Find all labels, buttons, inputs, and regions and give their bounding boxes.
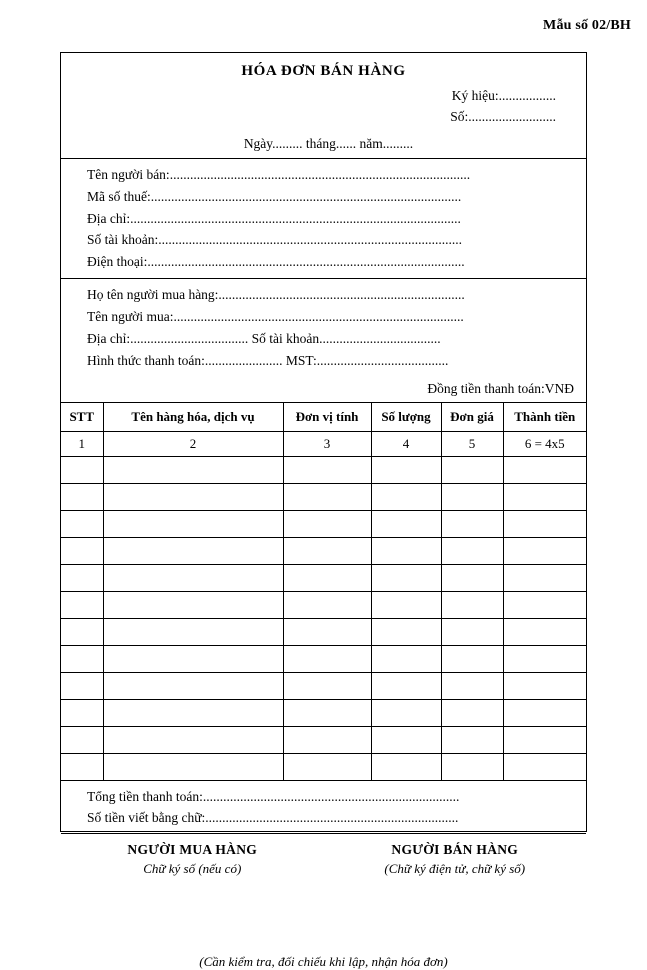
table-row[interactable]	[61, 753, 586, 780]
table-header-row	[61, 402, 586, 431]
cell-goods[interactable]	[103, 753, 283, 780]
buyer-payment-method-field[interactable]: Hình thức thanh toán:....................... MST:.......................................	[87, 352, 449, 368]
table-row[interactable]	[61, 564, 586, 591]
cell-quantity[interactable]	[371, 537, 441, 564]
cell-unit[interactable]	[283, 483, 371, 510]
cell-goods[interactable]	[103, 510, 283, 537]
cell-amount[interactable]	[503, 510, 586, 537]
num-cell-5: 5	[441, 431, 503, 456]
cell-stt[interactable]	[61, 618, 103, 645]
cell-stt[interactable]	[61, 672, 103, 699]
buyer-signature-title: NGƯỜI MUA HÀNG	[127, 842, 258, 858]
cell-unit-price[interactable]	[441, 618, 503, 645]
col-header-stt: STT	[61, 402, 103, 431]
seller-signature-title: NGƯỜI BÁN HÀNG	[391, 842, 519, 858]
cell-goods[interactable]	[103, 618, 283, 645]
col-header-unit-price: Đơn giá	[441, 402, 503, 431]
cell-amount[interactable]	[503, 456, 586, 483]
cell-quantity[interactable]	[371, 483, 441, 510]
cell-goods[interactable]	[103, 537, 283, 564]
table-row[interactable]	[61, 726, 586, 753]
cell-stt[interactable]	[61, 564, 103, 591]
invoice-footnote: (Cần kiểm tra, đối chiếu khi lập, nhận hóa đơn)	[199, 954, 448, 970]
num-cell-4: 4	[371, 431, 441, 456]
seller-signature-note: (Chữ ký điện tử, chữ ký số)	[384, 861, 526, 877]
cell-unit[interactable]	[283, 753, 371, 780]
cell-amount[interactable]	[503, 672, 586, 699]
cell-unit[interactable]	[283, 564, 371, 591]
cell-unit-price[interactable]	[441, 672, 503, 699]
table-row[interactable]	[61, 510, 586, 537]
num-cell-6: 6 = 4x5	[503, 431, 586, 456]
cell-amount[interactable]	[503, 564, 586, 591]
invoice-items-table	[61, 402, 586, 781]
buyer-info-block	[61, 279, 586, 376]
num-cell-3: 3	[283, 431, 371, 456]
cell-unit-price[interactable]	[441, 591, 503, 618]
cell-quantity[interactable]	[371, 510, 441, 537]
cell-stt[interactable]	[61, 753, 103, 780]
invoice-date-field[interactable]: Ngày......... tháng...... năm.........	[243, 135, 414, 151]
cell-unit[interactable]	[283, 510, 371, 537]
col-header-quantity: Số lượng	[371, 402, 441, 431]
col-header-unit: Đơn vị tính	[283, 402, 371, 431]
invoice-form-box	[60, 52, 587, 970]
buyer-full-name-field[interactable]: Họ tên người mua hàng:.........................................................................	[87, 287, 465, 303]
table-row[interactable]	[61, 618, 586, 645]
cell-stt[interactable]	[61, 456, 103, 483]
table-row[interactable]	[61, 483, 586, 510]
cell-quantity[interactable]	[371, 699, 441, 726]
cell-quantity[interactable]	[371, 591, 441, 618]
cell-quantity[interactable]	[371, 645, 441, 672]
invoice-header-right	[61, 86, 586, 128]
seller-name-field[interactable]: Tên người bán:.........................................................................................	[87, 166, 471, 182]
buyer-signature-note: Chữ ký số (nếu có)	[143, 861, 242, 877]
buyer-address-account-field[interactable]: Địa chỉ:................................... Số tài khoản....................................	[87, 330, 441, 346]
signature-area	[61, 833, 586, 946]
cell-stt[interactable]	[61, 726, 103, 753]
cell-unit[interactable]	[283, 591, 371, 618]
cell-quantity[interactable]	[371, 726, 441, 753]
table-row[interactable]	[61, 672, 586, 699]
page-title: HÓA ĐƠN BÁN HÀNG	[241, 63, 406, 79]
cell-amount[interactable]	[503, 699, 586, 726]
seller-tax-code-field[interactable]: Mã số thuế:............................................................................................	[87, 188, 462, 204]
buyer-name-field[interactable]: Tên người mua:......................................................................................	[87, 309, 464, 324]
cell-amount[interactable]	[503, 726, 586, 753]
cell-goods[interactable]	[103, 456, 283, 483]
cell-goods[interactable]	[103, 645, 283, 672]
cell-unit-price[interactable]	[441, 456, 503, 483]
payment-currency-label: Đồng tiền thanh toán:VNĐ	[427, 380, 574, 396]
cell-amount[interactable]	[503, 645, 586, 672]
cell-amount[interactable]	[503, 483, 586, 510]
cell-quantity[interactable]	[371, 753, 441, 780]
cell-unit[interactable]	[283, 672, 371, 699]
num-cell-1: 1	[61, 431, 103, 456]
cell-unit-price[interactable]	[441, 753, 503, 780]
cell-stt[interactable]	[61, 645, 103, 672]
totals-block	[61, 781, 586, 834]
invoice-symbol-field[interactable]: Ký hiệu:.................	[451, 88, 556, 103]
table-row[interactable]	[61, 645, 586, 672]
table-row[interactable]	[61, 456, 586, 483]
total-payment-field[interactable]: Tổng tiền thanh toán:............................................................................	[87, 788, 460, 804]
col-header-goods: Tên hàng hóa, dịch vụ	[103, 402, 283, 431]
cell-stt[interactable]	[61, 591, 103, 618]
cell-quantity[interactable]	[371, 618, 441, 645]
cell-goods[interactable]	[103, 564, 283, 591]
cell-stt[interactable]	[61, 483, 103, 510]
cell-unit-price[interactable]	[441, 645, 503, 672]
cell-goods[interactable]	[103, 699, 283, 726]
cell-unit-price[interactable]	[441, 564, 503, 591]
seller-account-field[interactable]: Số tài khoản:..........................................................................................	[87, 232, 462, 248]
cell-amount[interactable]	[503, 753, 586, 780]
cell-unit[interactable]	[283, 699, 371, 726]
cell-stt[interactable]	[61, 537, 103, 564]
cell-goods[interactable]	[103, 591, 283, 618]
seller-phone-field[interactable]: Điện thoại:..............................................................................................	[87, 254, 465, 270]
cell-stt[interactable]	[61, 510, 103, 537]
table-numbering-row	[61, 431, 586, 456]
cell-quantity[interactable]	[371, 564, 441, 591]
items-table-body	[61, 431, 586, 780]
cell-unit-price[interactable]	[441, 537, 503, 564]
cell-unit[interactable]	[283, 537, 371, 564]
buyer-signature-block	[61, 834, 324, 946]
cell-amount[interactable]	[503, 537, 586, 564]
invoice-number-field[interactable]: Số:..........................	[450, 108, 556, 124]
cell-quantity[interactable]	[371, 672, 441, 699]
cell-unit[interactable]	[283, 726, 371, 753]
cell-unit-price[interactable]	[441, 699, 503, 726]
cell-amount[interactable]	[503, 618, 586, 645]
cell-stt[interactable]	[61, 699, 103, 726]
cell-goods[interactable]	[103, 483, 283, 510]
cell-unit[interactable]	[283, 456, 371, 483]
table-row[interactable]	[61, 699, 586, 726]
col-header-amount: Thành tiền	[503, 402, 586, 431]
num-cell-2: 2	[103, 431, 283, 456]
table-row[interactable]	[61, 537, 586, 564]
cell-goods[interactable]	[103, 726, 283, 753]
cell-goods[interactable]	[103, 672, 283, 699]
seller-address-field[interactable]: Địa chỉ:..................................................................................................	[87, 210, 461, 226]
cell-unit[interactable]	[283, 645, 371, 672]
table-row[interactable]	[61, 591, 586, 618]
cell-unit-price[interactable]	[441, 726, 503, 753]
amount-in-words-field[interactable]: Số tiền viết bằng chữ:...........................................................................	[87, 810, 459, 826]
cell-unit-price[interactable]	[441, 483, 503, 510]
items-table-head	[61, 402, 586, 431]
cell-unit-price[interactable]	[441, 510, 503, 537]
seller-signature-block	[324, 834, 587, 946]
form-code-label: Mẫu số 02/BH	[543, 18, 631, 33]
seller-info-block	[61, 159, 586, 278]
cell-unit[interactable]	[283, 618, 371, 645]
cell-quantity[interactable]	[371, 456, 441, 483]
cell-amount[interactable]	[503, 591, 586, 618]
